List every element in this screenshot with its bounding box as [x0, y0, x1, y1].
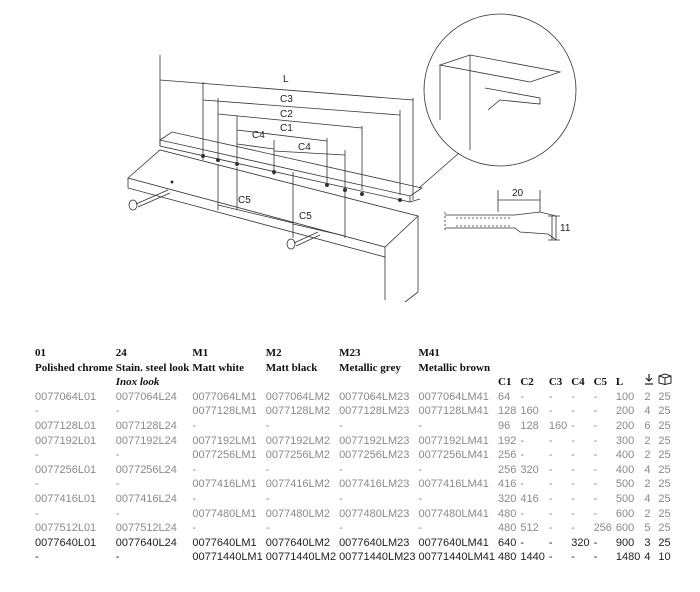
finish-name: Metallic grey [339, 361, 401, 374]
article-number-cell: - [339, 463, 343, 476]
dimension-cell: - [593, 434, 598, 447]
article-number-cell: 00771440LM1 [192, 551, 263, 564]
dim-header: C3 [548, 376, 563, 389]
article-number-cell: 0077512L24 [115, 522, 177, 535]
dimension-cell: - [520, 478, 525, 491]
table-row [35, 419, 676, 434]
article-number-cell: - [35, 478, 39, 491]
table-row [35, 521, 676, 536]
dimension-cell: 25 [658, 478, 671, 491]
detail-label-height: 11 [560, 223, 571, 234]
dimension-cell: - [548, 434, 553, 447]
dim-header: L [615, 376, 624, 389]
article-number-cell: 0077640L01 [35, 536, 97, 549]
dimension-cell: - [571, 551, 575, 564]
article-number-cell: 0077640LM1 [192, 536, 257, 549]
dimension-cell: - [548, 405, 553, 418]
dimension-cell: 200 [615, 405, 635, 418]
article-number-cell: 00771440LM2 [265, 551, 337, 564]
dimension-cell: - [593, 507, 598, 520]
finish-name: Stain. steel look Inox look [115, 361, 190, 389]
dimension-cell: 256 [593, 522, 612, 535]
dimension-cell: 128 [520, 419, 539, 432]
article-number-cell: 0077064L01 [35, 390, 97, 403]
article-number-cell: 0077128LM23 [339, 405, 410, 418]
dimension-cell: - [593, 478, 598, 491]
table-row [35, 492, 676, 507]
dimension-cell: 320 [498, 492, 517, 505]
finish-name: Matt white [192, 361, 244, 374]
article-number-cell: 0077480LM41 [418, 507, 489, 520]
article-number-cell: 0077192L24 [115, 434, 177, 447]
article-number-cell: 0077480LM2 [265, 507, 330, 520]
finish-subnote: Inox look [115, 376, 160, 389]
article-number-cell: 0077192L01 [35, 434, 97, 447]
dimension-cell: - [593, 536, 598, 549]
dimension-cell: - [593, 463, 598, 476]
article-number-cell: - [418, 419, 423, 432]
finish-code: 01 [35, 347, 46, 359]
dimension-cell: 300 [615, 434, 635, 447]
finish-name: Polished chrome [35, 361, 113, 374]
dimension-cell: - [548, 507, 553, 520]
dimension-cell: 128 [498, 405, 517, 418]
detail-label-width: 20 [512, 188, 524, 199]
article-number-cell: 0077192LM2 [265, 434, 330, 447]
dimension-cell: 2 [644, 449, 651, 462]
dimension-cell: 400 [615, 449, 635, 462]
table-row [35, 477, 676, 492]
dimension-cell: 25 [658, 522, 671, 535]
dimension-cell: 6 [644, 419, 651, 432]
article-number-cell: 0077192LM1 [192, 434, 257, 447]
article-number-cell: - [192, 463, 197, 476]
dimension-cell: 1480 [615, 551, 641, 564]
article-number-cell: - [35, 449, 39, 462]
article-number-cell: 0077128LM41 [418, 405, 489, 418]
article-number-cell: - [339, 492, 343, 505]
dimension-cell: - [571, 449, 575, 462]
dimension-cell: - [571, 419, 575, 432]
dim-label-c4-right: C4 [298, 142, 311, 153]
article-number-cell: - [115, 449, 120, 462]
finish-code: M23 [339, 347, 361, 359]
dimension-cell: 416 [498, 478, 517, 491]
dim-header: C4 [571, 376, 585, 389]
dimension-cell: 480 [498, 507, 517, 520]
dimension-cell: 500 [615, 478, 635, 491]
dim-label-c3: C3 [280, 94, 293, 105]
dimension-cell: 4 [644, 405, 651, 418]
article-number-cell: 0077064L24 [115, 390, 177, 403]
dimension-cell: - [548, 536, 553, 549]
finish-name: Matt black [265, 361, 318, 374]
dimension-cell: 192 [498, 434, 517, 447]
dimension-cell: 100 [615, 390, 635, 403]
finish-code: 24 [115, 347, 127, 359]
article-number-cell: 0077640LM41 [418, 536, 489, 549]
screw-bottom [287, 232, 320, 249]
dimension-cell: 2 [644, 478, 651, 491]
dimension-cell: - [548, 522, 553, 535]
dimension-cell: 480 [498, 522, 517, 535]
dimension-cell: 4 [644, 492, 651, 505]
article-number-cell: - [339, 522, 343, 535]
article-number-cell: 0077256LM23 [339, 449, 410, 462]
article-number-cell: - [192, 522, 197, 535]
dimension-cell: - [571, 405, 575, 418]
article-number-cell: 0077192LM41 [418, 434, 489, 447]
dim-label-c4-left: C4 [252, 130, 265, 141]
article-number-cell: 0077128L01 [35, 419, 97, 432]
article-number-cell: 0077128L24 [115, 419, 177, 432]
dimension-cell: 160 [520, 405, 539, 418]
box-icon [658, 361, 676, 390]
dimension-cell: - [548, 390, 553, 403]
dimension-cell: 900 [615, 536, 635, 549]
article-number-cell: - [115, 478, 120, 491]
article-number-cell: 0077416LM2 [265, 478, 330, 491]
dim-label-c5-right: C5 [299, 211, 312, 222]
table-row [35, 536, 676, 551]
table-row [35, 404, 676, 419]
article-number-cell: 0077064LM2 [265, 390, 330, 403]
article-number-cell: 0077256LM41 [418, 449, 489, 462]
article-number-cell: 0077256L24 [115, 463, 177, 476]
dimension-cell: 2 [644, 507, 651, 520]
dimension-cell: - [520, 390, 525, 403]
article-number-cell: - [35, 405, 39, 418]
article-number-cell: 0077192LM23 [339, 434, 410, 447]
dimension-cell: 160 [548, 419, 568, 432]
article-number-cell: 0077640L24 [115, 536, 177, 549]
article-number-cell: 0077064LM1 [192, 390, 257, 403]
article-number-cell: - [265, 492, 270, 505]
dimension-cell: 512 [520, 522, 539, 535]
dimension-cell: 480 [498, 551, 517, 564]
finish-code-row [35, 346, 676, 361]
dimension-cell: 4 [644, 551, 651, 564]
dim-label-l: L [283, 74, 289, 85]
dimension-cell: 2 [644, 434, 651, 447]
article-number-cell: - [339, 419, 343, 432]
dimension-cell: 25 [658, 449, 671, 462]
article-number-cell: 0077128LM2 [265, 405, 330, 418]
dimension-cell: 320 [571, 536, 590, 549]
article-number-cell: 0077640LM23 [339, 536, 410, 549]
dimension-cell: - [571, 507, 575, 520]
article-number-cell: - [418, 522, 423, 535]
article-number-cell: - [418, 492, 423, 505]
dimension-cell: 25 [658, 390, 671, 403]
dimension-cell: - [593, 449, 598, 462]
dimension-cell: - [593, 405, 598, 418]
article-number-cell: - [115, 405, 120, 418]
dim-header: C5 [593, 376, 608, 389]
dimension-cell: - [571, 434, 575, 447]
download-arrow-icon [644, 361, 658, 390]
dim-label-c5-left: C5 [238, 195, 251, 206]
dimension-cell: - [571, 522, 575, 535]
article-number-cell: 0077064LM41 [418, 390, 489, 403]
dim-header: C1 [498, 376, 512, 389]
article-number-cell: - [192, 492, 197, 505]
dimension-cell: - [520, 449, 525, 462]
dimension-cell: 25 [658, 536, 671, 549]
dimension-cell: - [548, 478, 553, 491]
article-number-cell: 0077480LM23 [339, 507, 410, 520]
finish-code: M1 [192, 347, 209, 359]
dimension-cell: 25 [658, 463, 671, 476]
screw-top [129, 190, 170, 210]
article-number-cell: - [115, 507, 120, 520]
dimension-cell: 64 [498, 390, 511, 403]
article-number-cell: 0077064LM23 [339, 390, 410, 403]
article-number-cell: - [35, 551, 39, 564]
dimension-cell: - [571, 390, 575, 403]
dimension-cell: 3 [644, 536, 651, 549]
dimension-cell: 25 [658, 434, 671, 447]
article-number-cell: - [265, 522, 270, 535]
dimension-cell: - [520, 536, 525, 549]
dimension-cell: 640 [498, 536, 517, 549]
dimension-cell: 400 [615, 463, 635, 476]
dimension-cell: 25 [658, 492, 671, 505]
article-number-cell: 00771440LM23 [339, 551, 416, 564]
dimension-cell: 2 [644, 390, 651, 403]
dimension-cell: - [593, 551, 598, 564]
table-row [35, 448, 676, 463]
dimension-cell: 320 [520, 463, 539, 476]
table-row [35, 507, 676, 522]
table-row [35, 434, 676, 449]
article-number-cell: - [418, 463, 423, 476]
dimension-cell: - [548, 449, 553, 462]
table-row [35, 550, 676, 565]
article-number-cell: - [115, 551, 120, 564]
dimension-cell: 4 [644, 463, 651, 476]
dimension-cell: - [548, 463, 553, 476]
article-number-cell: 0077416L01 [35, 492, 97, 505]
dimension-cell: - [593, 419, 598, 432]
article-number-cell: 0077256LM2 [265, 449, 330, 462]
article-number-cell: 0077416LM1 [192, 478, 257, 491]
article-number-cell: - [35, 507, 39, 520]
article-number-cell: 0077480LM1 [192, 507, 257, 520]
dimension-cell: 600 [615, 522, 635, 535]
article-number-cell: 0077640LM2 [265, 536, 330, 549]
dimension-cell: 200 [615, 419, 635, 432]
dimension-cell: - [593, 492, 598, 505]
article-number-cell: 0077416LM41 [418, 478, 489, 491]
spec-table [35, 346, 676, 565]
table-row [35, 390, 676, 405]
table-row [35, 463, 676, 478]
article-number-cell: - [192, 419, 197, 432]
article-number-cell: 0077128LM1 [192, 405, 257, 418]
dimension-cell: 500 [615, 492, 635, 505]
dimension-cell: - [571, 492, 575, 505]
dimension-cell: - [571, 478, 575, 491]
dimension-cell: 416 [520, 492, 539, 505]
dim-label-c1: C1 [280, 123, 293, 134]
dimension-cell: - [548, 492, 553, 505]
dimension-cell: 5 [644, 522, 651, 535]
article-number-cell: - [265, 419, 270, 432]
dimension-cell: - [571, 463, 575, 476]
dimension-cell: - [520, 507, 525, 520]
dimension-cell: - [548, 551, 553, 564]
handle-bar [160, 132, 422, 196]
dimension-cell: 25 [658, 405, 671, 418]
article-number-cell: 0077256LM1 [192, 449, 257, 462]
dim-label-c2: C2 [280, 109, 293, 120]
dim-header: C2 [520, 376, 534, 389]
dimension-cell: - [520, 434, 525, 447]
finish-code: M41 [418, 347, 440, 359]
detail-circle [424, 14, 576, 166]
dimension-cell: 256 [498, 463, 517, 476]
finish-code: M2 [265, 347, 282, 359]
dimension-cell: 600 [615, 507, 635, 520]
article-number-cell: 00771440LM41 [418, 551, 495, 564]
article-number-cell: 0077416L24 [115, 492, 177, 505]
dimension-cell: 10 [658, 551, 671, 564]
dimension-cell: 256 [498, 449, 517, 462]
finish-name: Metallic brown [418, 361, 491, 374]
cabinet-panel [128, 150, 418, 247]
dimension-cell: 1440 [520, 551, 545, 564]
article-number-cell: 0077256L01 [35, 463, 97, 476]
dimension-cell: 25 [658, 419, 671, 432]
dimension-cell: 96 [498, 419, 511, 432]
article-number-cell: 0077416LM23 [339, 478, 410, 491]
dimension-cell: - [593, 390, 598, 403]
article-number-cell: 0077512L01 [35, 522, 97, 535]
article-number-cell: - [265, 463, 270, 476]
finish-name-row [35, 361, 676, 390]
dimension-cell: 25 [658, 507, 671, 520]
